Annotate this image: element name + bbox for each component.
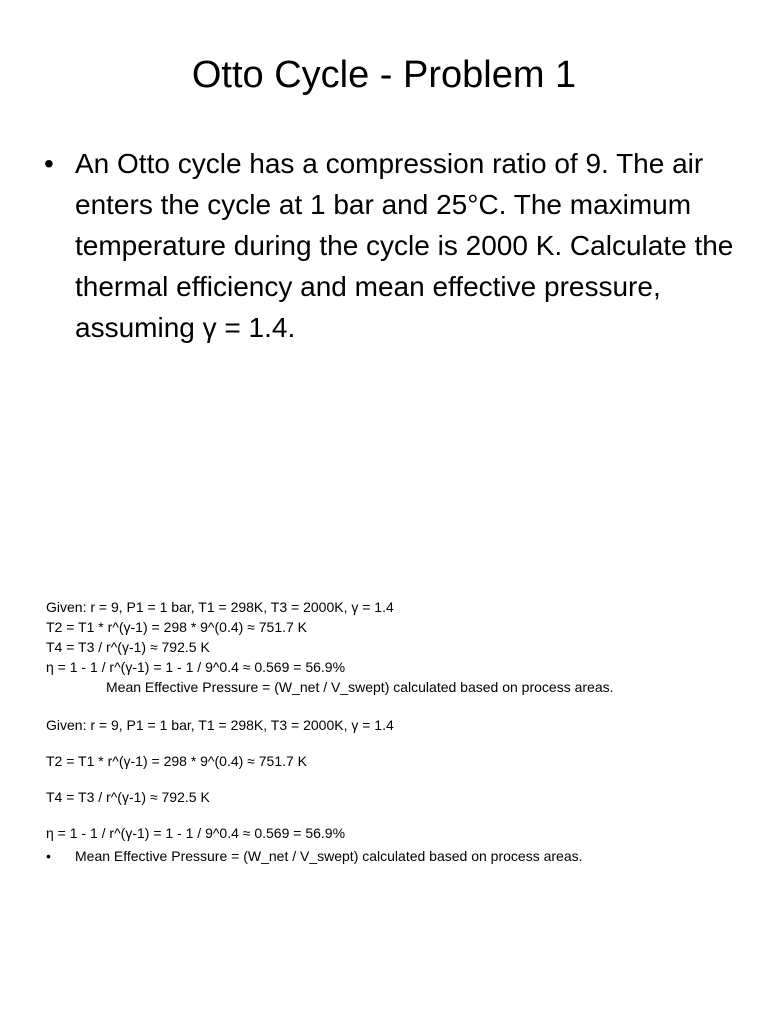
efficiency-line: η = 1 - 1 / r^(γ-1) = 1 - 1 / 9^0.4 ≈ 0.569 = 56.9%: [46, 825, 346, 841]
bullet-icon: •: [44, 148, 54, 179]
given-line: Given: r = 9, P1 = 1 bar, T1 = 298K, T3 = 2000K, γ = 1.4: [46, 717, 394, 733]
t4-line: T4 = T3 / r^(γ-1) ≈ 792.5 K: [46, 789, 210, 805]
t2-line: T2 = T1 * r^(γ-1) = 298 * 9^(0.4) ≈ 751.7 K: [46, 619, 308, 635]
bullet-icon: •: [46, 848, 51, 864]
t4-line: T4 = T3 / r^(γ-1) ≈ 792.5 K: [46, 639, 210, 655]
problem-statement: An Otto cycle has a compression ratio of 9. The air enters the cycle at 1 bar and 25°C. The maximum temperature during the cycle is 2000 K. Calculate the thermal efficiency and mean effective pressure, assuming γ = 1.4.: [75, 148, 734, 343]
efficiency-line: η = 1 - 1 / r^(γ-1) = 1 - 1 / 9^0.4 ≈ 0.569 = 56.9%: [46, 659, 346, 675]
problem-bullet: [44, 143, 734, 348]
mep-bullet: [46, 846, 736, 866]
solution-notes-second: [46, 715, 736, 866]
given-line: Given: r = 9, P1 = 1 bar, T1 = 298K, T3 = 2000K, γ = 1.4: [46, 599, 394, 615]
mep-line: Mean Effective Pressure = (W_net / V_swept) calculated based on process areas.: [75, 848, 583, 864]
solution-notes-first: [46, 597, 736, 697]
slide-title: Otto Cycle - Problem 1: [191, 54, 577, 96]
mep-line: Mean Effective Pressure = (W_net / V_swept) calculated based on process areas.: [106, 679, 614, 695]
t2-line: T2 = T1 * r^(γ-1) = 298 * 9^(0.4) ≈ 751.7 K: [46, 753, 308, 769]
